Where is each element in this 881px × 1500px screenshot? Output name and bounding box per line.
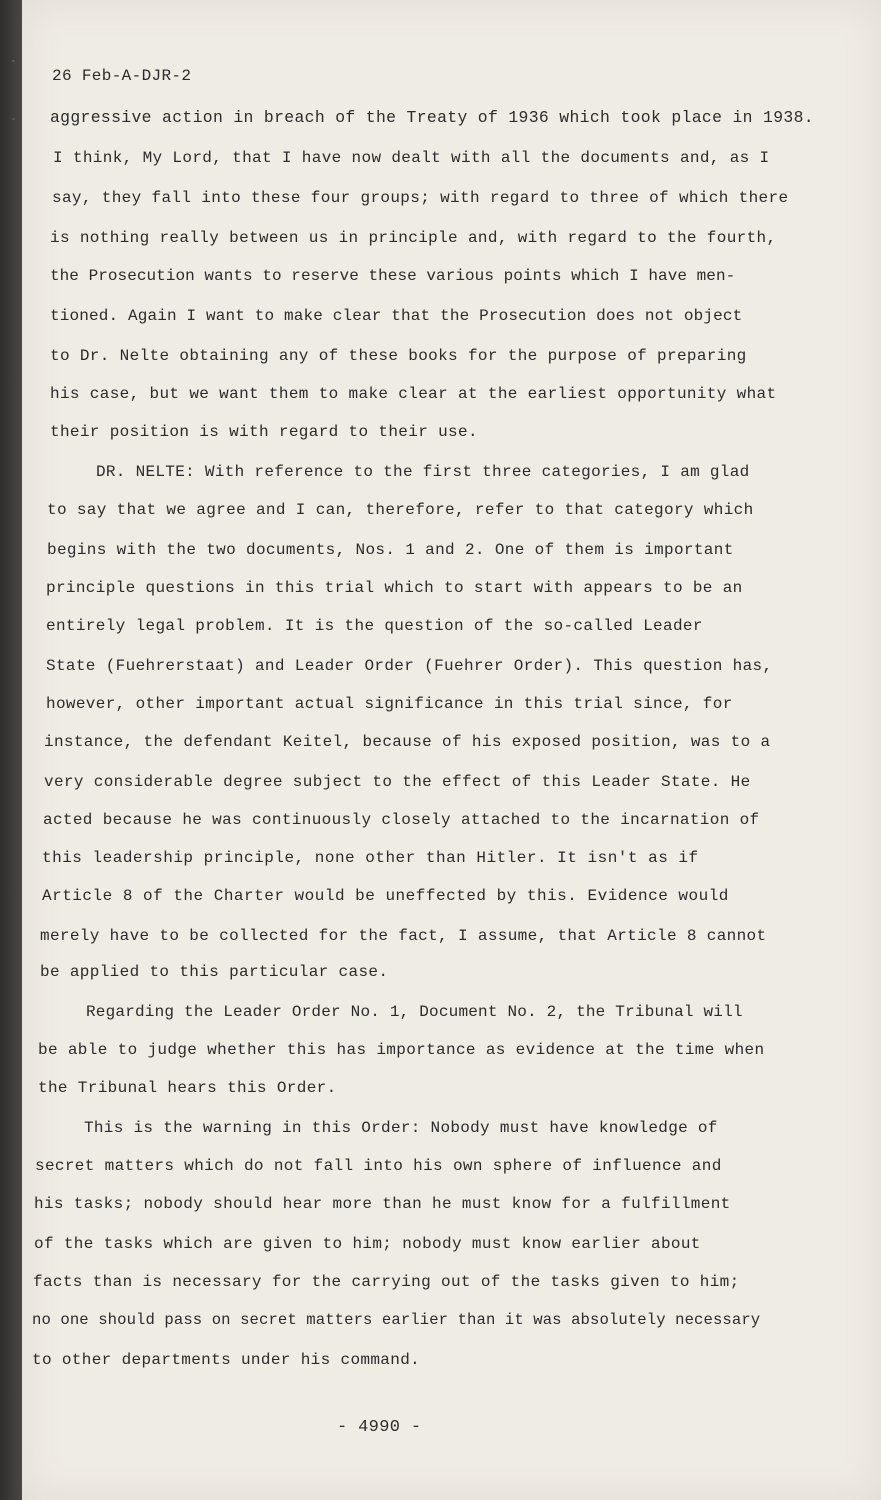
text-line: DR. NELTE: With reference to the first three categories, I am glad: [96, 463, 750, 481]
text-line: be applied to this particular case.: [40, 963, 389, 981]
text-line: the Tribunal hears this Order.: [38, 1079, 337, 1097]
text-line: State (Fuehrerstaat) and Leader Order (Fuehrer Order). This question has,: [46, 657, 773, 675]
text-line: facts than is necessary for the carrying out of the tasks given to him;: [33, 1273, 740, 1291]
text-line: This is the warning in this Order: Nobody must have knowledge of: [84, 1119, 718, 1137]
text-line: to Dr. Nelte obtaining any of these books for the purpose of preparing: [50, 347, 747, 365]
text-line: this leadership principle, none other than Hitler. It isn't as if: [42, 849, 699, 867]
text-line: principle questions in this trial which to start with appears to be an: [46, 579, 743, 597]
text-line: instance, the defendant Keitel, because of his exposed position, was to a: [44, 733, 771, 751]
text-line: the Prosecution wants to reserve these various points which I have men-: [50, 267, 736, 285]
text-line: very considerable degree subject to the effect of this Leader State. He: [44, 773, 751, 791]
text-line: no one should pass on secret matters earlier than it was absolutely necessary: [32, 1311, 761, 1329]
text-line: to other departments under his command.: [32, 1351, 421, 1369]
page-header: 26 Feb-A-DJR-2: [52, 67, 192, 85]
text-line: their position is with regard to their use.: [50, 423, 478, 441]
text-line: tioned. Again I want to make clear that the Prosecution does not object: [50, 307, 743, 325]
text-line: entirely legal problem. It is the question of the so-called Leader: [46, 617, 703, 635]
text-line: Regarding the Leader Order No. 1, Document No. 2, the Tribunal will: [86, 1003, 743, 1021]
margin-mark: [12, 118, 15, 120]
text-line: begins with the two documents, Nos. 1 and 2. One of them is important: [47, 541, 734, 559]
text-line: his tasks; nobody should hear more than he must know for a fulfillment: [34, 1195, 731, 1213]
text-line: of the tasks which are given to him; nobody must know earlier about: [34, 1235, 701, 1253]
text-line: merely have to be collected for the fact, I assume, that Article 8 cannot: [40, 927, 767, 945]
text-line: is nothing really between us in principle and, with regard to the fourth,: [50, 229, 777, 247]
document-page: [22, 0, 881, 1500]
text-line: be able to judge whether this has importance as evidence at the time when: [38, 1041, 765, 1059]
text-line: his case, but we want them to make clear at the earliest opportunity what: [50, 385, 777, 403]
text-line: to say that we agree and I can, therefore, refer to that category which: [47, 501, 754, 519]
text-line: however, other important actual significance in this trial since, for: [46, 695, 733, 713]
text-line: aggressive action in breach of the Treaty of 1936 which took place in 1938.: [50, 108, 814, 127]
margin-mark: [12, 60, 15, 62]
text-line: say, they fall into these four groups; with regard to three of which there: [52, 189, 789, 207]
text-line: Article 8 of the Charter would be uneffected by this. Evidence would: [42, 887, 729, 905]
page-number: - 4990 -: [337, 1418, 422, 1437]
binding-edge: [0, 0, 22, 1500]
text-line: secret matters which do not fall into his own sphere of influence and: [35, 1157, 722, 1175]
text-line: I think, My Lord, that I have now dealt with all the documents and, as I: [53, 149, 770, 167]
text-line: acted because he was continuously closely attached to the incarnation of: [43, 811, 760, 829]
